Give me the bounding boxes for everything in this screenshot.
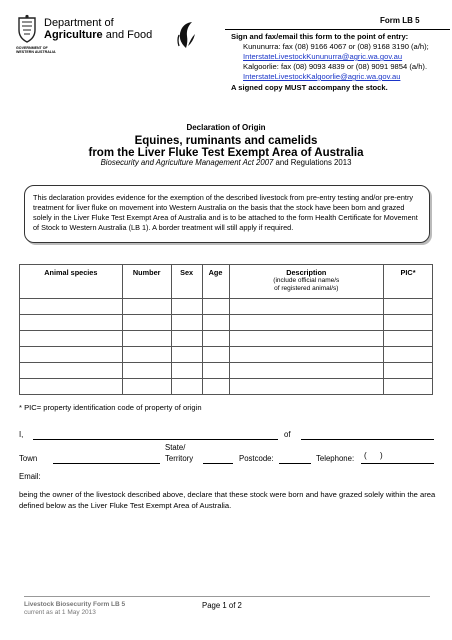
pic-cell[interactable]: [384, 379, 433, 395]
kununurra-fax: Kununurra: fax (08) 9166 4067 or (08) 9168 3190 (a/h);: [243, 42, 429, 51]
form-title-line-2: from the Liver Fluke Test Exempt Area of Australia: [88, 147, 364, 159]
age-cell[interactable]: [202, 347, 229, 363]
species-cell[interactable]: [20, 379, 123, 395]
act-name: Biosecurity and Agriculture Management Act 2007: [100, 158, 274, 167]
form-number: Form LB 5: [380, 16, 420, 25]
department-line-2: and Food: [102, 29, 153, 41]
col-sex: Sex: [171, 265, 202, 299]
owner-name-field[interactable]: [33, 439, 278, 440]
number-cell[interactable]: [122, 299, 171, 315]
livestock-table-body: [20, 299, 433, 395]
pic-cell[interactable]: [384, 331, 433, 347]
of-label: of: [284, 430, 291, 439]
government-label: GOVERNMENT OF WESTERN AUSTRALIA: [16, 46, 56, 54]
telephone-field[interactable]: [361, 463, 434, 464]
footer-date: current as at 1 May 2013: [24, 609, 96, 616]
act-suffix: and Regulations 2013: [273, 158, 352, 167]
sex-cell[interactable]: [171, 315, 202, 331]
col-age: Age: [202, 265, 229, 299]
age-cell[interactable]: [202, 379, 229, 395]
wa-government-crest-icon: [16, 14, 38, 44]
pic-cell[interactable]: [384, 347, 433, 363]
table-row: [20, 347, 433, 363]
kalgoorlie-email-link[interactable]: InterstateLivestockKalgoorlie@agric.wa.gov.au: [243, 72, 401, 81]
sex-cell[interactable]: [171, 363, 202, 379]
state-label-line-2: Territory: [165, 454, 194, 463]
age-cell[interactable]: [202, 315, 229, 331]
state-label-line-1: State/: [165, 443, 186, 452]
description-cell[interactable]: [229, 315, 384, 331]
department-name: [44, 17, 152, 41]
species-cell[interactable]: [20, 363, 123, 379]
owner-declaration-text: being the owner of the livestock described above, declare that these stock were born and have grazed solely within the area defined below as the Liver Fluke Test Exempt Area of Australia.: [19, 490, 436, 510]
table-row: [20, 331, 433, 347]
phone-area-code-brackets: ( ): [364, 451, 383, 460]
agriculture-logo-icon: [175, 20, 197, 50]
footer-divider: [24, 596, 430, 597]
footer-form-name: Livestock Biosecurity Form LB 5: [24, 601, 126, 608]
pic-cell[interactable]: [384, 363, 433, 379]
col-description-label: Description: [286, 268, 327, 277]
number-cell[interactable]: [122, 363, 171, 379]
pic-footnote: * PIC= property identification code of property of origin: [19, 403, 202, 412]
description-cell[interactable]: [229, 331, 384, 347]
kununurra-email-link[interactable]: InterstateLivestockKununurra@agric.wa.gov.au: [243, 52, 403, 61]
description-cell[interactable]: [229, 347, 384, 363]
department-line-1: Department of: [44, 17, 114, 29]
table-row: [20, 379, 433, 395]
table-row: [20, 315, 433, 331]
email-label: Email:: [19, 472, 41, 481]
telephone-label: Telephone:: [316, 454, 355, 463]
table-row: [20, 299, 433, 315]
kalgoorlie-fax: Kalgoorlie: fax (08) 9093 4839 or (08) 9091 9854 (a/h).: [243, 62, 428, 71]
town-label: Town: [19, 454, 38, 463]
species-cell[interactable]: [20, 347, 123, 363]
state-field[interactable]: [203, 463, 233, 464]
description-cell[interactable]: [229, 363, 384, 379]
number-cell[interactable]: [122, 331, 171, 347]
age-cell[interactable]: [202, 363, 229, 379]
description-cell[interactable]: [229, 299, 384, 315]
submission-heading: Sign and fax/email this form to the point of entry:: [231, 32, 409, 41]
number-cell[interactable]: [122, 315, 171, 331]
col-number: Number: [122, 265, 171, 299]
age-cell[interactable]: [202, 331, 229, 347]
pic-cell[interactable]: [384, 299, 433, 315]
species-cell[interactable]: [20, 331, 123, 347]
page-number: Page 1 of 2: [202, 601, 242, 610]
sex-cell[interactable]: [171, 331, 202, 347]
sex-cell[interactable]: [171, 299, 202, 315]
declaration-label: Declaration of Origin: [186, 123, 266, 132]
header-divider: [225, 29, 450, 30]
col-description-note-2: of registered animal/s): [274, 285, 339, 292]
livestock-table: [19, 264, 433, 395]
sex-cell[interactable]: [171, 379, 202, 395]
species-cell[interactable]: [20, 299, 123, 315]
species-cell[interactable]: [20, 315, 123, 331]
form-title-line-1: Equines, ruminants and camelids: [134, 135, 318, 147]
age-cell[interactable]: [202, 299, 229, 315]
number-cell[interactable]: [122, 347, 171, 363]
col-animal-species: Animal species: [20, 265, 123, 299]
table-row: [20, 363, 433, 379]
town-field[interactable]: [53, 463, 160, 464]
postcode-field[interactable]: [279, 463, 311, 464]
submission-instructions: [231, 32, 451, 93]
owner-address-field[interactable]: [301, 439, 434, 440]
col-description-note-1: (include official name/s: [273, 277, 340, 284]
exemption-info-box: This declaration provides evidence for the exemption of the described livestock from pre-entry testing and/or pre-entry treatment for liver fluke on movement into Western Australia on the basis that the stock have been born and grazed solely in the Liver Fluke Test Exempt Area of Australia and is to be attached to the form Health Certificate for Movement of Stock to Western Australia (LB 1). A border treatment will still apply if required.: [24, 185, 430, 243]
col-pic: PIC*: [384, 265, 433, 299]
description-cell[interactable]: [229, 379, 384, 395]
pic-cell[interactable]: [384, 315, 433, 331]
table-header-row: [20, 265, 433, 299]
postcode-label: Postcode:: [239, 454, 274, 463]
col-description: [229, 265, 384, 299]
sex-cell[interactable]: [171, 347, 202, 363]
department-line-2-bold: Agriculture: [44, 29, 103, 41]
signed-copy-requirement: A signed copy MUST accompany the stock.: [231, 83, 388, 92]
legislation-subtitle: [0, 158, 452, 167]
owner-name-label: I,: [19, 430, 24, 439]
number-cell[interactable]: [122, 379, 171, 395]
